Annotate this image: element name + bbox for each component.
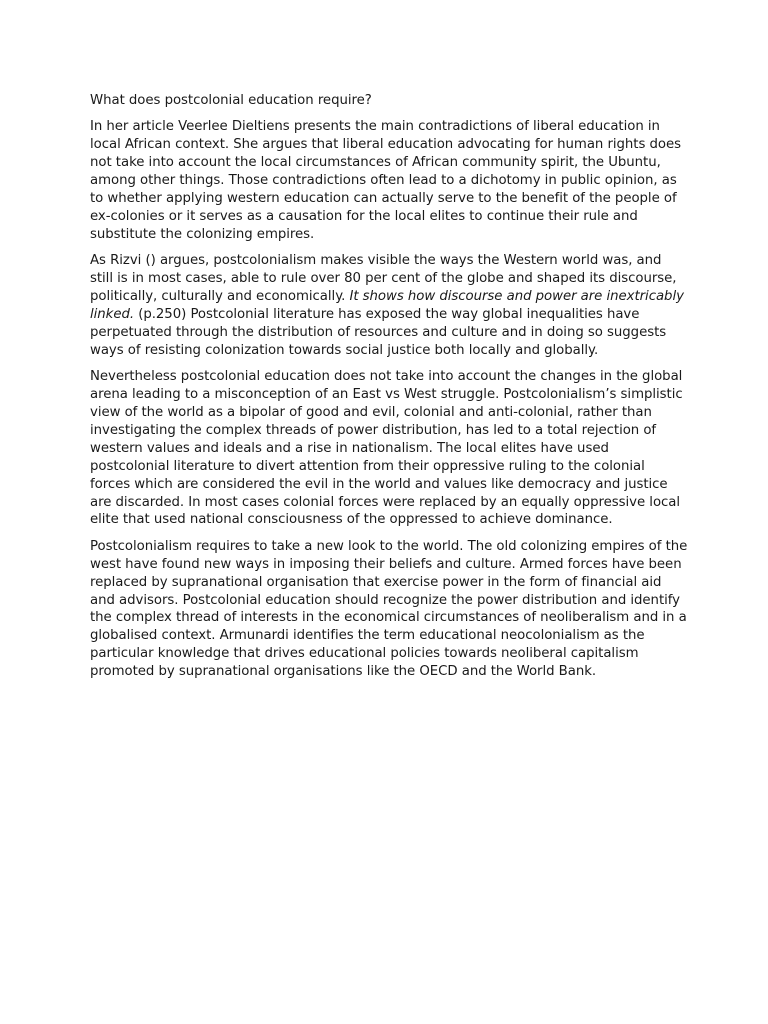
paragraph-rizvi-quote: It shows how discourse and power are inextricably linked.: [90, 289, 684, 322]
paragraph-nevertheless: Nevertheless postcolonial education does not take into account the changes in the global arena leading to a misconception of an East vs West struggle. Postcolonialism’s simplistic view of the world as a bipolar of good and evil, colonial and anti-colonial, rather than investigating the complex threads of power distribution, has led to a total rejection of western values and ideals and a rise in nationalism. The local elites have used postcolonial literature to divert attention from their oppressive ruling to the colonial forces which are considered the evil in the world and values like democracy and justice are discarded. In most cases colonial forces were replaced by an equally oppressive local elite that used national consciousness of the oppressed to achieve dominance.: [90, 369, 683, 528]
paragraph-rizvi-text-after: (p.250) Postcolonial literature has exposed the way global inequalities have perpetuated through the distribution of resources and culture and in doing so suggests ways of resisting colonization towards social justice both locally and globally.: [90, 306, 667, 358]
paragraph-rizvi: [90, 252, 688, 359]
document-title: What does postcolonial education require?: [90, 93, 372, 108]
document-body: [90, 92, 688, 690]
paragraph-requirements: Postcolonialism requires to take a new look to the world. The old colonizing empires of the west have found new ways in imposing their beliefs and culture. Armed forces have been replaced by supranational organisation that exercise power in the form of financial aid and advisors. Postcolonial education should recognize the power distribution and identify the complex thread of interests in the economical circumstances of neoliberalism and in a globalised context. Armunardi identifies the term educational neocolonialism as the particular knowledge that drives educational policies towards neoliberal capitalism promoted by supranational organisations like the OECD and the World Bank.: [90, 538, 688, 680]
paragraph-dieltiens: In her article Veerlee Dieltiens presents the main contradictions of liberal education in local African context. She argues that liberal education advocating for human rights does not take into account the local circumstances of African community spirit, the Ubuntu, among other things. Those contradictions often lead to a dichotomy in public opinion, as to whether applying western education can actually serve to the benefit of the people of ex-colonies or it serves as a causation for the local elites to continue their rule and substitute the colonizing empires.: [90, 119, 682, 242]
paragraph-rizvi-text-before: As Rizvi () argues, postcolonialism makes visible the ways the Western world was, and still is in most cases, able to rule over 80 per cent of the globe and shaped its discourse, politically, culturally and economically.: [90, 253, 677, 305]
